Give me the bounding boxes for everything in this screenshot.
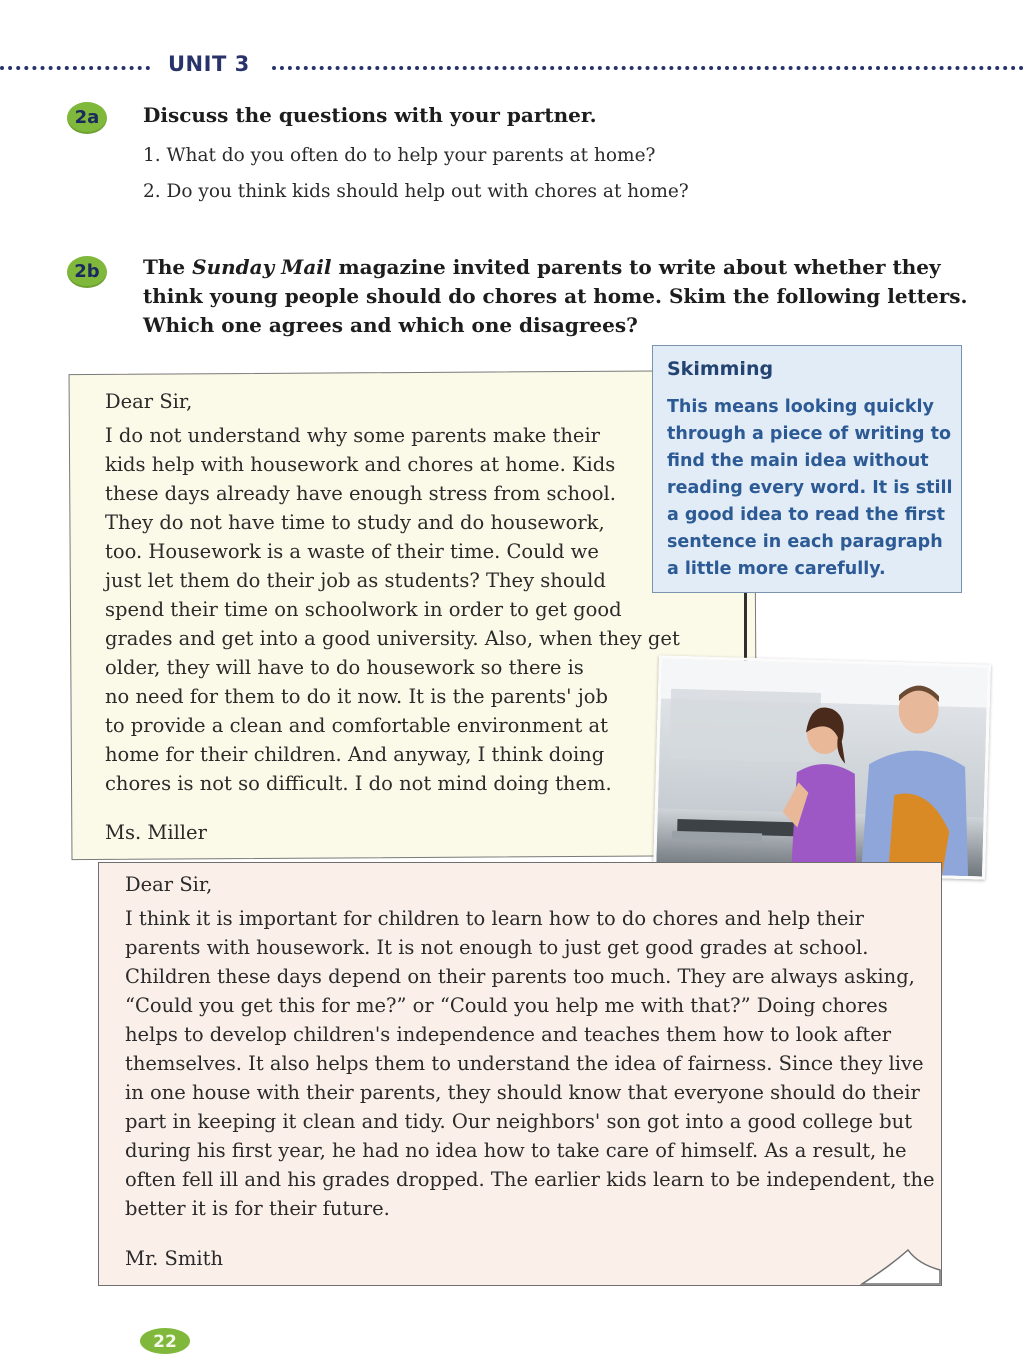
letter2-line: in one house with their parents, they should know that everyone should do their bbox=[125, 1081, 920, 1104]
unit-title: UNIT 3 bbox=[168, 52, 250, 76]
kitchen-family-photo bbox=[653, 655, 991, 879]
letter2-line: parents with housework. It is not enough to just get good grades at school. bbox=[125, 936, 869, 959]
letter1-line: just let them do their job as students? They should bbox=[105, 569, 606, 592]
letter2-greeting: Dear Sir, bbox=[125, 873, 213, 896]
letter1-line: They do not have time to study and do housework, bbox=[105, 511, 605, 534]
header-dots-left bbox=[0, 66, 150, 70]
tip-body bbox=[667, 394, 957, 583]
letter2-line: Children these days depend on their parents too much. They are always asking, bbox=[125, 965, 915, 988]
letter2-line: “Could you get this for me?” or “Could you help me with that?” Doing chores bbox=[125, 994, 888, 1017]
page-curl-corner bbox=[860, 1230, 942, 1286]
letter1-line: too. Housework is a waste of their time. Could we bbox=[105, 540, 599, 563]
letter2-line: themselves. It also helps them to understand the idea of fairness. Since they live bbox=[125, 1052, 924, 1075]
instruction-2a: Discuss the questions with your partner. bbox=[143, 103, 597, 127]
letter1-line: grades and get into a good university. Also, when they get bbox=[105, 627, 680, 650]
magazine-name: Sunday Mail bbox=[192, 255, 332, 279]
instruction-2b-line1-pre: The bbox=[143, 255, 193, 279]
header-dots-right bbox=[272, 66, 1024, 70]
exercise-badge-2a: 2a bbox=[67, 102, 107, 134]
letter1-line: chores is not so difficult. I do not mind doing them. bbox=[105, 772, 612, 795]
tip-title: Skimming bbox=[667, 358, 774, 380]
letter2-line: I think it is important for children to learn how to do chores and help their bbox=[125, 907, 864, 930]
letter1-line: to provide a clean and comfortable environment at bbox=[105, 714, 608, 737]
letter1-line: no need for them to do it now. It is the parents' job bbox=[105, 685, 608, 708]
letter1-signature: Ms. Miller bbox=[105, 821, 207, 844]
page-number: 22 bbox=[140, 1328, 190, 1354]
instruction-2b-line1-post: magazine invited parents to write about whether they bbox=[331, 255, 941, 279]
letter1-line: spend their time on schoolwork in order to get good bbox=[105, 598, 622, 621]
letter1-line: home for their children. And anyway, I think doing bbox=[105, 743, 605, 766]
instruction-2b-line1 bbox=[143, 253, 941, 282]
letter2-line: during his first year, he had no idea how to take care of himself. As a result, he bbox=[125, 1139, 907, 1162]
skimming-tip-box bbox=[652, 345, 962, 593]
tip-line: through a piece of writing to bbox=[667, 424, 951, 444]
tip-line: This means looking quickly bbox=[667, 397, 934, 417]
letter1-line: I do not understand why some parents make their bbox=[105, 424, 601, 447]
letter2-line: better it is for their future. bbox=[125, 1197, 390, 1220]
letter1-greeting: Dear Sir, bbox=[105, 390, 193, 413]
tip-line: find the main idea without bbox=[667, 451, 929, 471]
kitchen-illustration bbox=[656, 658, 988, 876]
letter1-line: kids help with housework and chores at home. Kids bbox=[105, 453, 616, 476]
instruction-2b-line2: think young people should do chores at home. Skim the following letters. bbox=[143, 284, 968, 308]
letter2-line: part in keeping it clean and tidy. Our neighbors' son got into a good college but bbox=[125, 1110, 913, 1133]
letter2-line: helps to develop children's independence and teaches them how to look after bbox=[125, 1023, 892, 1046]
letter1-line: older, they will have to do housework so there is bbox=[105, 656, 584, 679]
letter2-signature: Mr. Smith bbox=[125, 1247, 224, 1270]
tip-line: sentence in each paragraph bbox=[667, 532, 943, 552]
letter2-line: often fell ill and his grades dropped. The earlier kids learn to be independent, the bbox=[125, 1168, 935, 1191]
tip-line: a good idea to read the first bbox=[667, 505, 945, 525]
letter1-line: these days already have enough stress from school. bbox=[105, 482, 616, 505]
question-2: 2. Do you think kids should help out with chores at home? bbox=[143, 181, 689, 202]
tip-pointer-line bbox=[744, 593, 747, 663]
question-1: 1. What do you often do to help your parents at home? bbox=[143, 145, 656, 166]
tip-line: a little more carefully. bbox=[667, 559, 886, 579]
tip-line: reading every word. It is still bbox=[667, 478, 953, 498]
exercise-badge-2b: 2b bbox=[67, 256, 107, 288]
instruction-2b-line3: Which one agrees and which one disagrees? bbox=[143, 313, 638, 337]
